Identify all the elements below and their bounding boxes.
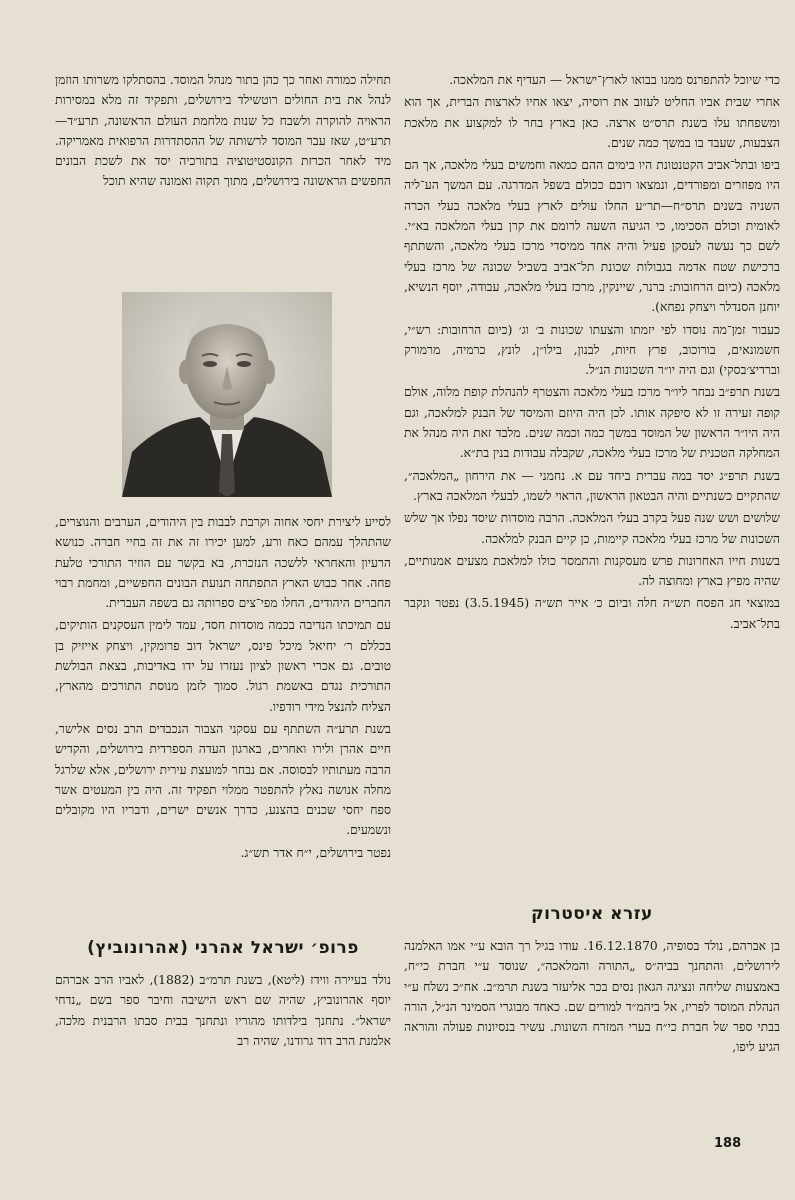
paragraph: נפטר בירושלים, י״ח אדר תש״ג. — [240, 845, 391, 860]
paragraph: בשנת תרפ״ג יסד במה עברית ביחד עם א. נחמני — את הירחון „המלאכה״, שהתקיים כשנתיים והיה הבטאון הראשון, הראוי לשמו, לבעלי המלאכה בארץ. — [404, 468, 780, 503]
paragraph: כעבור זמן־מה נוסדו לפי יזמתו והצעתו שכונות ב׳ וג׳ (כיום הרחובות: רש״י, חשמונאים, בורוכוב, פרץ חיות, לבנון, בילו״ן, לונץ, כרמיה, מרמורק וברדיצ׳בסקי) וגם היה יו״ר השכונות הנ״ל. — [404, 322, 780, 378]
ezra-continued-column — [404, 70, 780, 636]
paragraph: בשנת תרפ״ב נבחר ליו״ר מרכז בעלי מלאכה והצטרף להנהלת קופת מלוה, אולם קופה זעירה זו לא סיפקה אותו. לכן היה היוזם והמיסד של הבנק למלאכה, וגם היה היו״ר הראשון של המוסד במשך כמה וכמה שנים. מלבד זאת היה מנהל את המחלקה הטכנית של מרכז בעלי מלאכה, שקבלה עבודות בנין בת״א. — [404, 385, 781, 461]
paragraph: במוצאי חג הפסח תש״ה חלה וביום כ׳ אייר תש״ה (3.5.1945) נפטר ונקבר בתל־אביב. — [404, 596, 780, 631]
left-column-top — [55, 70, 391, 194]
paragraph: בשנות חייו האחרונות פרש מעסקנות והתמסר כולו למלאכת מצעים אמנותיים, שהיה מפיץ בארץ ומחוצה לה. — [404, 553, 780, 589]
paragraph: לסייע ליצירת יחסי אחוה וקרבת לבבות בין היהודים, הערבים והנוצרים, שהתהלך עמהם כאח ורע, למען יכירו זה את זה בחיי חברה. כנושא הרעיון והאחראי ללשכה הנזכרת, בא בקשר עם הוזיר התורכי טלעת פחה. אחר כבוש הארץ התפתחה תנועת הבונים החפשיים, ומחמת רבוי החברים היהודים, החלו מפי־צים ספרותה גם בשפה העברית. — [55, 515, 391, 611]
paragraph: נולד בעיירה ווידז (ליטא), בשנת תרמ״ב (1882), לאביו הרב אברהם יוסף אהרונוביץ, שהיה שם ראש הישיבה וחיבר ספר בשם „נדחי ישראל״. נתחנך בילדותו מהוריו ונתחנך בבית סבתו הרבנית מלכה, אלמנת הרב דוד גרודנו, שהיה רב — [55, 973, 391, 1048]
paragraph: ביפו ובתל־אביב הקטנטונת היו בימים ההם כמאה וחמשים בעלי מלאכה, אך הם היו מפוזרים ומפורדים, ונמצאו רובם ככולם בשפל המדרגה. עם המשך הע־ליה השניה בשנים תרס״ח—תר״ע החלו עולים לארץ בעלי מלאכה בעלי הכרה לאומית וכולם הסכימו, כי הגיעה השעה לרומם את קרן בעלי המלאכה בא״י. לשם כך נעשה לעסקן פעיל והיה אחד ממיסדי מרכז בעלי מלאכה, והשתתף ברכישת שטח אדמה בגבולות שכונת תל־אביב בשביל שכונה של מרכז בעלי מלאכה (כיום הרחובות: ברנר, שיינקין, מרכז בעלי מלאכה, עבודה, יוסף הנשיא, יוחנן הסנדלר ויצחק נפחא). — [404, 158, 780, 315]
portrait-image — [122, 292, 332, 497]
portrait-photo — [122, 292, 332, 497]
paragraph: עם תמיכתו הנדיבה בכמה מוסדות חסד, עמד לימין העסקנים הותיקים, בכללם ר׳ יחיאל מיכל פינס, ישראל דוב פרומקין, ויצחק אייזיק בן טובים. גם אכרי ראשון לציון נעזרו על ידו באדיבות, בצאת הבולשת התורכית נגדם באשמת רגול. סמוך לזמן מנוסת התורכים מהארץ, הצליח להנצל מידי רודפיו. — [55, 618, 391, 714]
paragraph: תחילה כמורה ואחר כך כהן בתור מנהל המוסד. בהסתלקו משרותו הוזמן לנהל את בית החולים רוטשילד בירושלים, ותפקיד זה מלא במסירות הראויה להוקרה ולשבח כל שנות מלחמת העולם הראשונה, תרע״ד—תרע״ט, שאז עבר המוסד לרשותה של ההסתדרות הרפואית מאמריקה. מיד לאחר הכרזת הקונסטיטוציה בתורכיה יסד את לשכת הבונים החפשים הראשונה בירושלים, מתוך תקוה ואמונה שהיא תוכל — [55, 73, 391, 189]
paragraph: שלושים ושש שנה פעל בקרב בעלי המלאכה. הרבה מוסדות שיסד נפלו אך שלש השכונות של מרכז בעלי מלאכה קיימות, כן קיים הבנק למלאכה. — [404, 511, 780, 546]
paragraph: כדי שיוכל להתפרנס ממנו בבואו לארץ־ישראל — העדיף את המלאכה. — [449, 73, 780, 87]
paragraph: אחרי שבית אביו החליט לעזוב את רוסיה, יצאו אחיו לארצות הברית, אך הוא ומשפחתו עלו בשנת תרס״ט ארצה. כאן בארץ בחר לו למקצוע את מלאכת הצבעות, שעבד בו במשך כמה שנים. — [404, 95, 780, 150]
left-column-middle — [55, 512, 391, 865]
paragraph: בשנת תרע״ה השתתף עם עסקני הצבור הנכבדים הרב נסים אלישר, חיים אהרן ולירו ואחרים, בארגון העדה הספרדית בירושלים, והקדיש הרבה מעתותיו לבסוסה. אם נבחר למועצת עירית ירושלים, אלא שלרגל מחלה אנושה נאלץ להתפטר ממלוי תפקיד זה. היה בין המעטים אשר ספח יחסי שכנים בהצנע, כדרך אנשים ישרים, ודבריו היו מקובלים ונשמעים. — [55, 721, 391, 838]
page-number: 188 — [714, 1136, 742, 1151]
aharoni-section-title: פרופ׳ ישראל אהרני (אהרונוביץ) — [87, 938, 359, 958]
aharoni-bio-column — [55, 970, 391, 1053]
ezra-bio-column — [404, 936, 780, 1060]
paragraph: בן אברהם, נולד בסופיה, 16.12.1870. עודו בגיל רך הובא ע״י אמו האלמנה לירושלים, והתחנך בביה״ס „התורה והמלאכה״, שנוסד ע״י חברת כי״ח, באמצעות שליחה ונציגה הגאון נסים בכר אליעזר בשנת תרמ״ב. אח״כ נשלח ע״י הנהלת המוסד לפריז, אל ביהמ״ד למורים שם. כאחד מבוגרי הסמינר הנ״ל, הורה בבתי ספר של חברת כי״ח בערי המזרח השונות. עשיר בנסיונות פעולה והוראה הגיע ליפו, — [404, 939, 780, 1055]
ezra-section-title: עזרא איסטרוק — [531, 904, 653, 924]
